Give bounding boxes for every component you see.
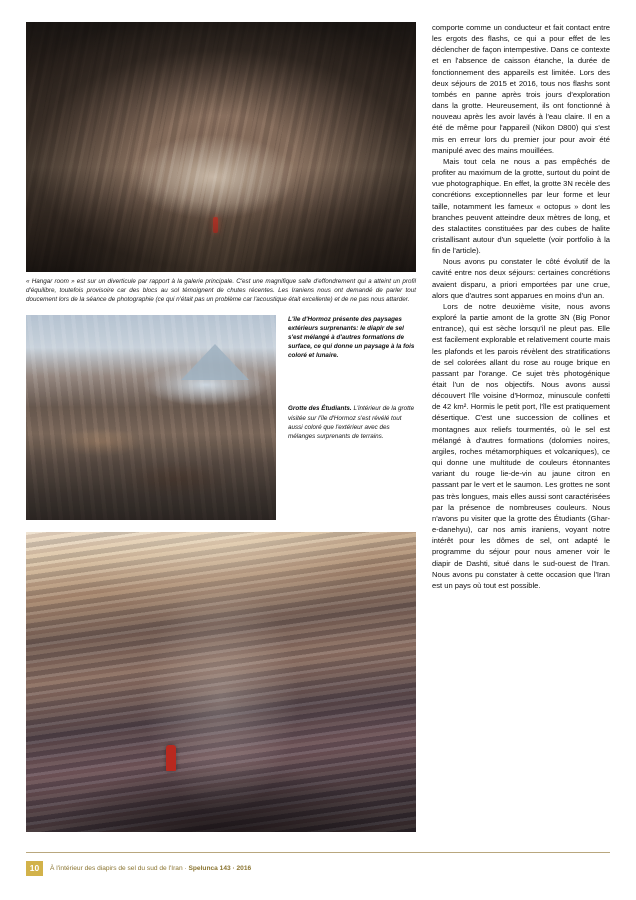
figures-column xyxy=(26,22,416,842)
article-body xyxy=(432,22,610,591)
paragraph-3: Nous avons pu constater le côté évolutif de la cavité entre nos deux séjours: certaines concrétions avaient disparu, a priori emportées par une crue, alors que d'autres sont apparues en moins d'un an. xyxy=(432,257,610,300)
figure-caption-hormoz: L'île d'Hormoz présente des paysages extérieurs surprenants: le diapir de sel s'est mélangé à d'autres formations de surface, ce qui donne un paysage à la fois coloré et lunaire. xyxy=(288,315,415,360)
side-captions xyxy=(288,315,416,520)
hangar-room-photo xyxy=(26,22,416,272)
figure-caption-etudiants-title: Grotte des Étudiants. xyxy=(288,405,354,413)
caver-in-red-suit xyxy=(166,745,176,771)
figure-caption-etudiants-body: L'intérieur de la grotte visitée sur l'île d'Hormoz s'est révélé tout aussi coloré que l'extérieur avec des mélanges surprenants de terrains. xyxy=(288,405,415,440)
hormoz-landscape-photo-wrap xyxy=(26,315,276,520)
figure-caption-hangar-room: « Hangar room » est sur un diverticule par rapport à la galerie principale. C'est une magnifique salle d'effondrement qui a atteint un profil d'équilibre, toutefois provisoire car des blocs au sol témoignent de chutes récentes. Les Iraniens nous ont demandé de parler tout doucement lors de la séance de photographie (ce qui n'était pas un problème car l'acoustique était excellente) et de ne pas nous attarder. xyxy=(26,278,416,303)
hormoz-landscape-photo xyxy=(26,315,276,520)
folio-number: 10 xyxy=(26,861,43,876)
page-columns xyxy=(26,22,610,842)
mountain-peak-shape xyxy=(181,344,249,380)
paragraph-1: comporte comme un conducteur et fait contact entre les ergots des flashs, ce qui a pour effet de les déclencher de façon intempestive. Dans ce contexte et en l'absence de caisson étanche, la durée de fonctionnement des appareils est limitée. Lors des deux séjours de 2015 et 2016, tous nos flashs sont tombés en panne après trois jours d'exploration dans la grotte. Heureusement, ils ont fonctionné à nouveau après les avoir lavés à l'eau claire. Il en a été de même pour l'appareil (Nikon D800) qui s'est mis en erreur lors du premier jour pour avoir été manipulé avec des mains mouillées. xyxy=(432,23,610,155)
paragraph-4: Lors de notre deuxième visite, nous avons exploré la partie amont de la grotte 3N (Big Ponor entrance), qui est sèche lorsqu'il ne pleut pas. Elle est facilement explorable et relativement courte mais les plafonds et les parois révèlent des stratifications de sel colorées allant du rose au rouge brique en passant par l'orange. Ce sujet très photogénique était l'un de nos objectifs. Nous avons aussi découvert l'île voisine d'Hormoz, minuscule confetti de 42 km². Hormis le petit port, l'île est pratiquement désertique. C'est une succession de collines et montagnes aux reliefs tourmentés, où le sel est mélangé à d'autres formations (dolomies noires, argiles, roches métamorphiques et volcaniques), ce qui donne une multitude de couleurs étonnantes variant du rouge lie-de-vin au jaune citron en passant par le vert et le saumon. Les grottes ne sont pas très longues, mais elles aussi sont caractérisées par la présence de nombreuses couleurs. Nous n'avons pu visiter que la grotte des Étudiants (Ghar-e-danehyu), car nos amis iraniens, voyant notre intérêt pour les dômes de sel, ont adapté le programme du séjour pour nous amener voir le diapir de Dashti, situé dans le sud-ouest de l'Iran. Nous avons pu constater à cette occasion que l'Iran est un pays où tout est possible. xyxy=(432,301,610,590)
paragraph-2: Mais tout cela ne nous a pas empêchés de profiter au maximum de la grotte, surtout du point de vue photographique. En effet, la grotte 3N recèle des concrétions exceptionnelles par leur forme et leur taille, notamment les fameux « octopus » dont les branches peuvent atteindre deux mètres de long, et des stalactites constituées par des cubes de halite cristallisant autour d'un squelette (voir portfolio à la fin de l'article). xyxy=(432,156,611,256)
footer-running-head xyxy=(50,865,251,872)
text-column xyxy=(432,22,610,842)
caver-silhouette xyxy=(213,217,218,233)
page-footer xyxy=(26,852,610,878)
footer-journal-reference: Spelunca 143 · 2016 xyxy=(188,864,252,872)
etudiants-cave-photo xyxy=(26,532,416,832)
footer-article-title: À l'intérieur des diapirs de sel du sud de l'Iran · xyxy=(50,864,189,872)
figure-caption-etudiants xyxy=(288,404,416,441)
figure-row-hormoz xyxy=(26,315,416,520)
